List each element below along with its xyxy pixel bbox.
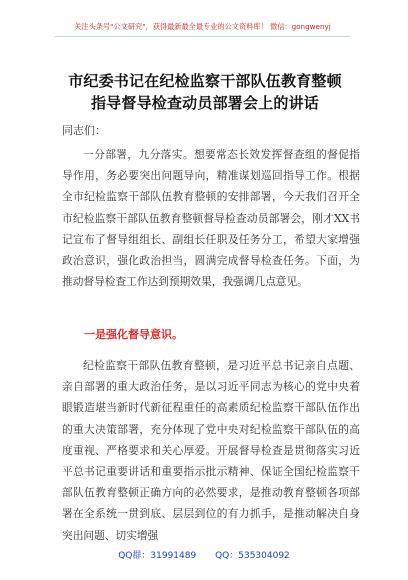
document-title-line-1: 市纪委书记在纪检监察干部队伍教育整顿 [68,72,342,90]
header-banner: 关注头条号"公文研究"，获得最新最全最专业的公文资料库！ 微信：gongwenyj [55,20,350,37]
footer-qq-group: QQ群：31991489 [118,551,197,561]
section-heading-1: 一是强化督导意识。 [84,328,183,341]
paragraph-intro: 一分部署，九分落实。想要常态长效发挥督查组的督促指导作用，务必要突出问题导向，精准谋划巡回指导工作。根据全市纪检监察干部队伍教育整顿的安排部署，今天我们召开全市纪检监察干部队伍教育整顿督导检查动员部署会，刚才XX书记宣布了督导组组长、副组长任职及任务分工，希望大家增强政治意识，强化政治担当，圆满完成督导检查任务。下面，为推动督导检查工作达到预期效果，我强调几点意见。 [62,148,360,289]
footer-contacts [0,548,408,561]
paragraph-section-1: 纪检监察干部队伍教育整顿，是习近平总书记亲自点题、亲自部署的重大政治任务，是以习近平同志为核心的党中央着眼锻造堪当新时代新征程重任的高素质纪检监察干部队伍作出的重大决策部署，充分体现了党中央对纪检监察干部队伍的高度重视、严格要求和关心厚爱。开展督导检查是贯彻落实习近平总书记重要讲话和重要指示批示精神、保证全国纪检监察干部队伍教育整顿正确方向的必然要求，是推动教育整顿各项部署在全系统一贯到底、层层到位的有力抓手，是推动解决自身突出问题、切实增强 [62,359,360,542]
footer-qq: QQ：535304092 [215,551,290,561]
greeting: 同志们： [62,124,106,137]
document-title-line-2: 指导督导检查动员部署会上的讲话 [90,94,319,112]
